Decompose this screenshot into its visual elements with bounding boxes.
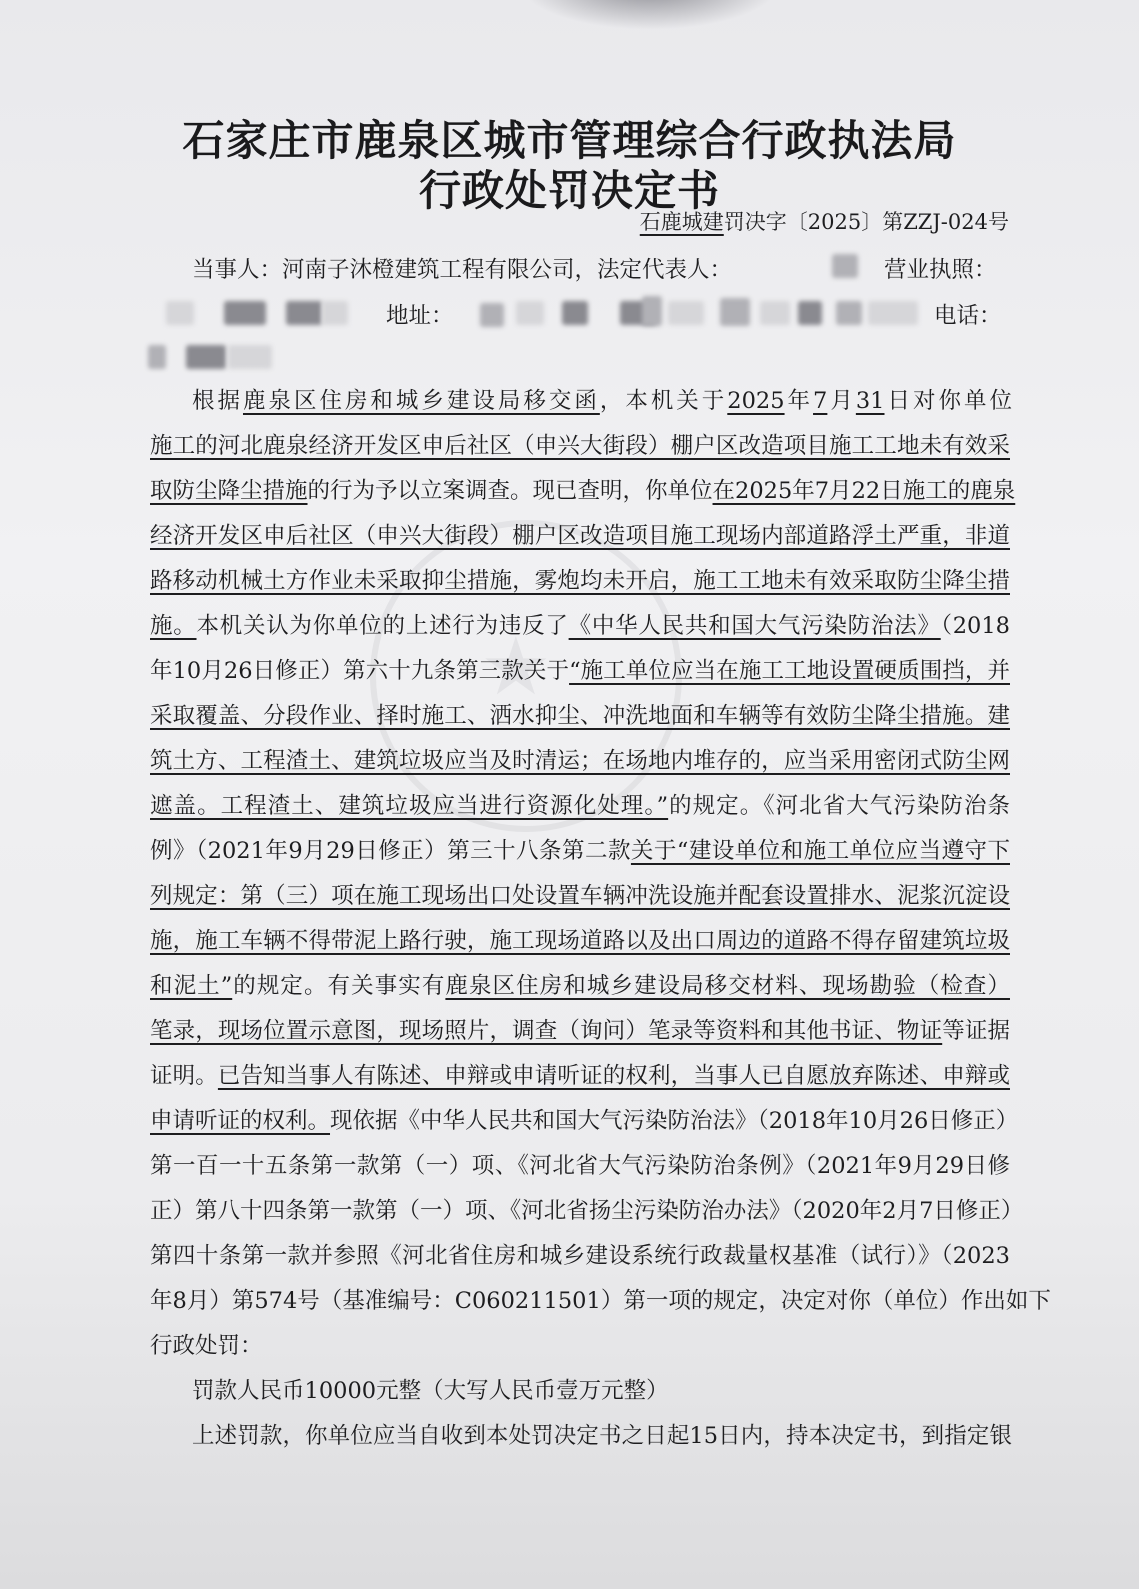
text: 现依据《中华人民共和国大气污染防治法》（2018年10月26日修正） — [330, 1108, 1019, 1134]
document-number-prefix: 石鹿城建 — [639, 210, 724, 234]
redaction-block — [868, 301, 918, 325]
text: 例》（2021年9月29日修正）第三十八条第二款 — [150, 838, 631, 864]
text: 年 — [784, 388, 814, 414]
body-line-15 — [150, 1013, 1010, 1045]
body-line-1 — [192, 383, 1012, 415]
body-line-19: 正）第八十四条第一款第（一）项、《河北省扬尘污染防治办法》（2020年2月7日修正） — [150, 1198, 1024, 1224]
text: 本机关认为你单位的上述行为违反了 — [196, 613, 569, 639]
seal-star-icon: ★ — [480, 620, 552, 713]
underlined-text: 列规定：第（三）项在施工现场出口处设置车辆冲洗设施并配套设置排水、泥浆沉淀设 — [150, 883, 1010, 909]
redaction-block — [668, 301, 704, 325]
text: 的规定。《河北省大气污染防治条 — [668, 793, 1010, 819]
body-line-8 — [150, 698, 1010, 730]
redaction-block — [832, 254, 858, 278]
underlined-text: 已告知当事人有陈述、申辩或申请听证的权利，当事人已自愿放弃陈述、申辩或 — [217, 1063, 1010, 1089]
text: 等证据 — [942, 1018, 1010, 1044]
underlined-text: 取防尘降尘措施 — [150, 478, 308, 504]
underlined-text: 遮盖。工程渣土、建筑垃圾应当进行资源化处理。” — [150, 793, 669, 819]
body-line-14 — [150, 968, 1010, 1000]
redaction-block — [720, 298, 750, 326]
redaction-block — [186, 345, 226, 369]
body-line-18: 第一百一十五条第一款第（一）项、《河北省大气污染防治条例》（2021年9月29日修 — [150, 1153, 1010, 1179]
penalty-amount: 罚款人民币10000元整（大写人民币壹万元整） — [192, 1378, 669, 1404]
phone-label: 电话： — [934, 303, 1002, 329]
redaction-block — [322, 301, 348, 325]
body-line-5 — [150, 563, 1010, 595]
text: 日对你单位 — [884, 388, 1012, 414]
underlined-text: 施，施工车辆不得带泥上路行驶，施工现场道路以及出口周边的道路不得存留建筑垃圾 — [150, 928, 1010, 954]
body-line-7 — [150, 653, 1010, 685]
redaction-block — [166, 301, 194, 325]
text: 的规定。有关事实有 — [232, 973, 446, 999]
body-line-22: 行政处罚： — [150, 1333, 263, 1359]
body-line-21: 年8月）第574号（基准编号：C060211501）第一项的规定，决定对你（单位）作出如下 — [150, 1288, 1051, 1314]
text: 的行为予以立案调查。现已查明，你单位 — [307, 478, 713, 504]
document-number — [640, 206, 1009, 236]
redaction-block — [760, 301, 790, 325]
date-year: 2025 — [727, 388, 785, 414]
underlined-text: 和泥土” — [150, 973, 233, 999]
underlined-text: 笔录，现场位置示意图，现场照片，调查（询问）笔录等资料和其他书证、物证 — [150, 1018, 943, 1044]
document-number-rest: 罚决字〔2025〕第ZZJ-024号 — [723, 210, 1009, 234]
underlined-text: 在2025年7月22日施工的鹿泉 — [712, 478, 1016, 504]
body-line-10 — [150, 788, 1010, 820]
party-value: 河南子沐橙建筑工程有限公司，法定代表人： — [282, 257, 733, 283]
text: 根据 — [192, 388, 243, 414]
body-line-4 — [150, 518, 1010, 550]
underlined-text: 路移动机械土方作业未采取抑尘措施，雾炮均未开启，施工工地未有效采取防尘降尘措 — [150, 568, 1010, 594]
underlined-text: 经济开发区申后社区（申兴大街段）棚户区改造项目施工现场内部道路浮土严重，非道 — [150, 523, 1010, 549]
body-line-11 — [150, 833, 1010, 865]
underlined-text: 鹿泉区住房和城乡建设局移交函 — [242, 388, 600, 414]
date-month: 7 — [813, 388, 828, 414]
text: ，本机关于 — [599, 388, 728, 414]
redaction-block — [836, 301, 862, 325]
redaction-block — [224, 301, 266, 325]
body-line-24: 上述罚款，你单位应当自收到本处罚决定书之日起15日内，持本决定书，到指定银 — [192, 1423, 1012, 1449]
body-line-3 — [150, 473, 1016, 505]
body-line-12 — [150, 878, 1010, 910]
underlined-text: 鹿泉区住房和城乡建设局移交材料、现场勘验（检查） — [445, 973, 1010, 999]
license-label: 营业执照： — [884, 257, 997, 283]
redaction-block — [148, 345, 166, 369]
underlined-text: 采取覆盖、分段作业、择时施工、洒水抑尘、冲洗地面和车辆等有效防尘降尘措施。建 — [150, 703, 1010, 729]
redaction-block — [642, 296, 662, 326]
body-line-6 — [150, 608, 1010, 640]
underlined-text: 筑土方、工程渣土、建筑垃圾应当及时清运；在场地内堆存的，应当采用密闭式防尘网 — [150, 748, 1010, 774]
underlined-text: 关于“建设单位和施工单位应当遵守下 — [630, 838, 1010, 864]
body-line-16 — [150, 1058, 1010, 1090]
date-day: 31 — [855, 388, 885, 414]
body-line-2 — [150, 428, 1010, 460]
text: 年10月26日修正）第六十九条第三款关于 — [150, 658, 570, 684]
text: 月 — [827, 388, 856, 414]
redaction-block — [516, 301, 544, 325]
body-line-13 — [150, 923, 1010, 955]
redaction-block — [286, 301, 322, 325]
underlined-text: 施。 — [150, 613, 197, 639]
body-line-17 — [150, 1103, 1019, 1135]
document-type-title: 行政处罚决定书 — [418, 166, 720, 215]
underlined-text: 申请听证的权利。 — [150, 1108, 331, 1134]
underlined-text: 施工的河北鹿泉经济开发区申后社区（申兴大街段）棚户区改造项目施工工地未有效采 — [150, 433, 1010, 459]
redaction-block — [480, 303, 504, 327]
agency-title: 石家庄市鹿泉区城市管理综合行政执法局 — [182, 116, 957, 165]
underlined-text: 《中华人民共和国大气污染防治法》 — [568, 613, 941, 639]
underlined-text: “施工单位应当在施工工地设置硬质围挡，并 — [569, 658, 1010, 684]
address-label: 地址： — [386, 303, 454, 329]
body-line-20: 第四十条第一款并参照《河北省住房和城乡建设系统行政裁量权基准（试行）》（2023 — [150, 1243, 1010, 1269]
redaction-block — [798, 301, 822, 325]
camera-shadow — [520, 0, 780, 30]
redaction-block — [228, 345, 272, 369]
text: （2018 — [940, 613, 1010, 639]
text: 证明。 — [150, 1063, 218, 1089]
redaction-block — [562, 301, 588, 325]
body-line-9 — [150, 743, 1010, 775]
party-label: 当事人： — [192, 257, 283, 283]
